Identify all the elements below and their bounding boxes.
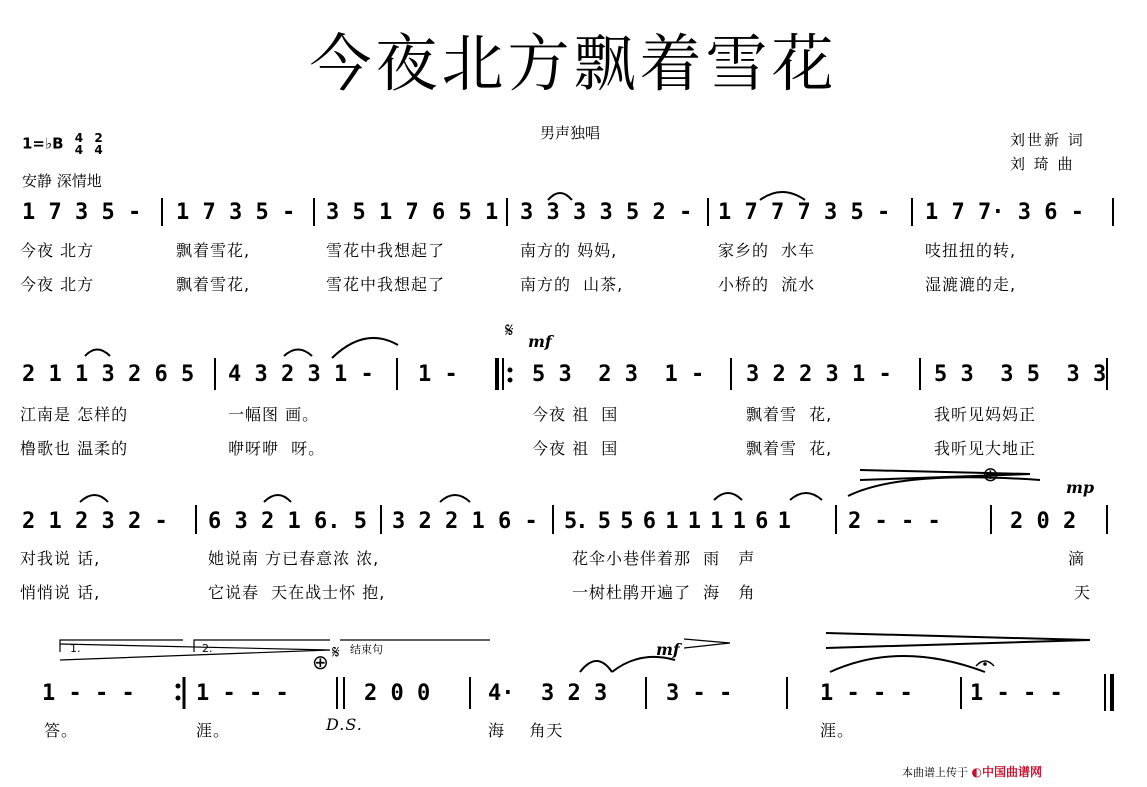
measure-21-notes: 2 0 0 — [364, 681, 431, 706]
dynamic-mp: mp — [1066, 478, 1095, 497]
lyric-v2: 南方的 山茶, — [520, 275, 624, 294]
lyric-final: 答。 — [44, 721, 79, 740]
measure-9-notes: 1 - — [418, 362, 458, 387]
lyric-final: 涯。 — [820, 721, 855, 740]
lyric-v2: 橹歌也 温柔的 — [20, 439, 129, 458]
measure-16-notes: 5. 5 5 6 1 1 1 1 6 1 — [564, 509, 789, 534]
measure-8-notes: 4 3 2 3 1 - — [228, 362, 374, 387]
lyric-v1: 南方的 妈妈, — [520, 241, 618, 260]
footer-credit — [902, 763, 1042, 780]
lyric-v2: 小桥的 流水 — [718, 275, 816, 294]
page-title: 今夜北方飘着雪花 — [309, 27, 838, 100]
volta-1: 1. — [70, 642, 81, 655]
measure-20-notes: 1 - - - — [196, 681, 289, 706]
segno-sign: 𝄋 — [505, 318, 514, 342]
coda-sign: ⊕ — [982, 462, 999, 486]
ending-label: 结束句 — [350, 643, 383, 656]
dal-segno-marking: D.S. — [326, 715, 363, 734]
lyric-v1: 家乡的 水车 — [718, 241, 816, 260]
measure-3-notes: 3 5 1 7 6 5 1 — [326, 200, 499, 225]
subtitle: 男声独唱 — [540, 124, 601, 142]
measure-4-notes: 3 3 3 3 5 2 - — [520, 200, 693, 225]
tempo-marking: 安静 深情地 — [22, 172, 102, 190]
lyric-v1: 飘着雪花, — [176, 241, 251, 260]
dynamic-mf: mf — [656, 640, 680, 659]
measure-18-notes: 2 0 2 — [1010, 509, 1077, 534]
lyric-v1: 吱扭扭的转, — [925, 241, 1017, 260]
measure-7-notes: 2 1 1 3 2 6 5 — [22, 362, 195, 387]
lyric-final: 涯。 — [196, 721, 231, 740]
segno-sign: 𝄋 — [332, 642, 340, 663]
lyric-v1: 我听见妈妈正 — [934, 405, 1037, 424]
brand-logo-icon: ◐ — [971, 765, 982, 779]
lyric-v1: 今夜 祖 国 — [532, 405, 619, 424]
lyric-v1: 滴 — [1068, 549, 1086, 568]
lyric-v1: 花伞小巷伴着那 雨 声 — [572, 549, 756, 568]
lyric-v1: 她说南 方已春意浓 浓, — [208, 549, 380, 568]
lyricist-credit: 刘世新 词 — [1010, 131, 1085, 149]
lyric-v1: 一幅图 画。 — [228, 405, 320, 424]
lyric-v2: 一树杜鹃开遍了 海 角 — [572, 583, 756, 602]
measure-5-notes: 1 7 7 7 3 5 - — [718, 200, 891, 225]
lyric-v2: 今夜 祖 国 — [532, 439, 619, 458]
footer-brand-link[interactable]: ◐中国曲谱网 — [971, 765, 1042, 779]
measure-15-notes: 3 2 2 1 6 - — [392, 509, 538, 534]
lyric-v2: 今夜 北方 — [20, 275, 95, 294]
lyric-v2: 咿呀咿 呀。 — [228, 439, 326, 458]
measure-14-notes: 6 3 2 1 6. 5 — [208, 509, 367, 534]
measure-13-notes: 2 1 2 3 2 - — [22, 509, 168, 534]
lyric-v2: 雪花中我想起了 — [326, 275, 446, 294]
lyric-v2: 悄悄说 话, — [20, 583, 101, 602]
measure-6-notes: 1 7 7· 3 6 - — [925, 200, 1084, 225]
lyric-v2: 湿漉漉的走, — [925, 275, 1017, 294]
measure-1-notes: 1 7 3 5 - — [22, 200, 142, 225]
time-signature-1: 4 4 — [74, 131, 84, 157]
lyric-v2: 它说春 天在战士怀 抱, — [208, 583, 386, 602]
composer-credit: 刘 琦 曲 — [1010, 155, 1075, 173]
measure-23-notes: 3 - - — [666, 681, 733, 706]
measure-2-notes: 1 7 3 5 - — [176, 200, 296, 225]
key-label: 1=♭B — [22, 134, 64, 153]
lyric-v1: 飘着雪 花, — [746, 405, 833, 424]
lyric-v1: 对我说 话, — [20, 549, 101, 568]
measure-22-notes: 4· 3 2 3 — [488, 681, 608, 706]
measure-25-notes: 1 - - - — [970, 681, 1063, 706]
measure-19-notes: 1 - - - — [42, 681, 135, 706]
measure-11-notes: 3 2 2 3 1 - — [746, 362, 892, 387]
lyric-v1: 今夜 北方 — [20, 241, 95, 260]
measure-24-notes: 1 - - - — [820, 681, 913, 706]
volta-2: 2. — [202, 642, 213, 655]
lyric-v2: 飘着雪 花, — [746, 439, 833, 458]
lyric-v1: 雪花中我想起了 — [326, 241, 446, 260]
measure-10-notes: 5 3 2 3 1 - — [532, 362, 705, 387]
lyric-v2: 我听见大地正 — [934, 439, 1037, 458]
lyric-v1: 江南是 怎样的 — [20, 405, 129, 424]
coda-sign: ⊕ — [312, 650, 329, 674]
footer-prefix: 本曲谱上传于 — [902, 766, 968, 779]
lyric-v2: 飘着雪花, — [176, 275, 251, 294]
measure-12-notes: 5 3 3 5 3 3 — [934, 362, 1107, 387]
time-signature-2: 2 4 — [94, 131, 103, 157]
lyric-final: 海 角天 — [488, 721, 564, 740]
lyric-v2: 天 — [1074, 583, 1092, 602]
dynamic-mf: mf — [528, 332, 552, 351]
measure-17-notes: 2 - - - — [848, 509, 941, 534]
